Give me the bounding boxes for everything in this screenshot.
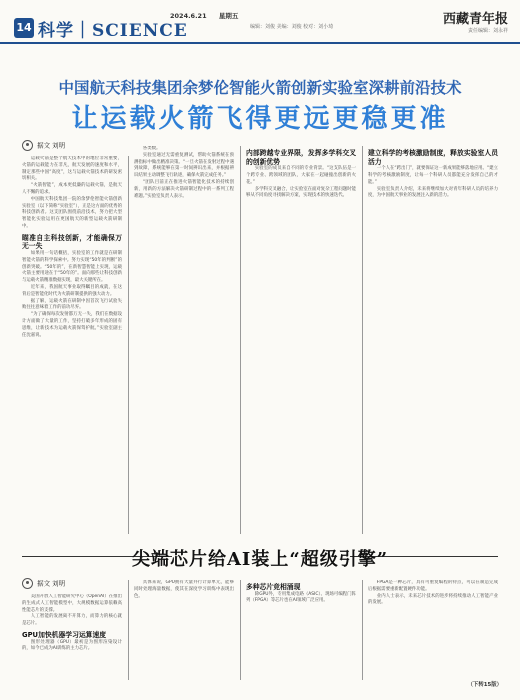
subheading: 多种芯片竞相涌现	[246, 583, 301, 591]
article2-column-4	[368, 580, 498, 678]
paragraph: 据了解，运载火箭在研制中因首次飞行试验失败往往意味着工作的前功尽弃。	[22, 298, 122, 311]
article2-column-2	[134, 580, 234, 678]
paragraph: 运载火箭是整个航天技术中的地位非常重要，火箭的运载能力在非凡，航天发展的速度和水平，制定那些中国“高度”，这与运载火箭技术的研发密切相关。	[22, 156, 122, 182]
article2-headline: 尖端芯片给AI装上“超级引擎”	[131, 549, 389, 570]
editor-credits: 编辑：刘俊 美编：刘俊 校对：刘小琦	[250, 24, 334, 30]
paragraph: 除GPU外，专用集成电路（ASIC）、现场可编程门阵列（FPGA）等芯片也在AI领域广泛应用。	[246, 591, 356, 604]
paragraph: 近年来，我国航天事业取得瞩目的成就，在这背后是智能化时代为火箭研制提供的强大动力。	[22, 284, 122, 297]
paragraph: 各类数。	[142, 146, 161, 151]
continued-note: （下转15版）	[467, 682, 502, 688]
weekday: 星期五	[218, 12, 239, 20]
date: 2024.6.21	[170, 12, 207, 20]
paragraph: 实验室的成员来自不同的专业背景。“这支队伍是一个跨专业、跨领域的团队，大家在一起碰撞出创新的火花。”	[246, 166, 356, 185]
column-rule	[362, 580, 363, 680]
article1-headline: 让运载火箭飞得更远更稳更准	[71, 104, 449, 134]
article2-byline	[22, 578, 65, 590]
paragraph: 美国开放人工智能研究中心（OpenAI）在推出的生成式人工智能模型中，大规模数据运算依赖高性能芯片的支撑。	[22, 594, 122, 613]
column-rule	[240, 146, 241, 534]
paragraph: 实验室通过无需重复测试，帮助火箭系统在预测指标中做出精准决策。“一旦火箭在发射过程中遇到故障，系统能够在第一时间辨识出来，并根据辨识结果主动调整飞行轨迹，确保火箭完成任务。”	[134, 152, 234, 179]
article1-column-3	[246, 146, 356, 536]
paragraph: “火箭智能”，成本更低廉的运载火箭，是航天人不懈的追求。	[22, 183, 122, 195]
column-rule	[128, 580, 129, 680]
paragraph: 人工智能的发展离不开算力，而算力的核心就是芯片。	[22, 614, 122, 627]
paragraph: 如果用一句话概括，实验室的工作就是在研制智能火箭的科学探索中。努力实现“50年的判断”的创新突破。“50年的”，在新智慧智能上实现，运载火箭主要用途在于“50年的”。面向那些让科技创新与运载火箭精准数据实现，最大关键所在。	[22, 250, 122, 284]
paragraph: 中国航天科技集团一院的余梦伦智能火箭创新实验室（以下简称“实验室”），正是这方面的优秀的科技创新者。这支团队围绕前沿技术，努力把大型智能化实验运用在更国航天的新型运载火箭研制中。	[22, 196, 122, 229]
paragraph: 多学科交叉融合，让实验室在面对复杂工程问题时能够从不同角度寻找解决方案，实现技术的快速迭代。	[246, 186, 356, 199]
issue-date	[170, 11, 248, 20]
paragraph: 图形处理器（GPU）最初是为图形渲染设计的，如今已成为AI训练的主力芯片。	[22, 639, 122, 652]
author-icon	[22, 140, 33, 151]
column-rule	[128, 156, 129, 534]
subheading: 瞄准自主科技创新，才能确保万无一失	[22, 233, 122, 251]
paragraph: 业内人士表示，未来芯片技术的进步将持续推动人工智能产业的发展。	[368, 593, 498, 606]
paragraph: 具体来说，GPU拥有大量并行计算单元，能够同时处理海量数据，使其在深度学习训练中表现出色。	[134, 580, 234, 599]
byline-text: 据文 刘明	[37, 579, 66, 588]
masthead: 西藏青年报	[442, 12, 508, 27]
byline-text: 据文 刘明	[37, 141, 66, 150]
paragraph: “团队目前正在推进火箭智能化技术的持续创新，用新的方法解决火箭研制过程中的一系列工程难题。”实验室负责人表示。	[134, 179, 234, 199]
article1-byline	[22, 140, 65, 152]
page-header	[0, 0, 520, 44]
subheading: GPU加快机器学习运算速度	[22, 630, 107, 639]
article1-column-1	[22, 156, 122, 536]
article1-kicker: 中国航天科技集团余梦伦智能火箭创新实验室深耕前沿技术	[58, 78, 462, 97]
paragraph: 一个人在“跨出门”，就要保证这一新成果能够落地应用。“建立科学的考核激励制度，让每一个科研人员都能充分发挥自己的才能。”	[368, 166, 498, 185]
masthead-sub: 责任编辑：刘永祥	[467, 28, 508, 34]
subheading: 内部跨越专业界限，发挥多学科交叉的创新优势	[246, 149, 356, 166]
paragraph: FPGA是一种芯片，具有可重复编程的特点，可以在制造完成后根据需要重新配置硬件功能。	[368, 580, 498, 592]
paragraph: 实验室负责人介绍，未来将继续加大对青年科研人员的培养力度，为中国航天事业的发展注入新的活力。	[368, 186, 498, 199]
article2-column-1	[22, 594, 122, 678]
article1-column-4	[368, 146, 498, 536]
column-rule	[240, 580, 241, 680]
column-rule	[362, 146, 363, 534]
author-icon	[22, 578, 33, 589]
page-number: 14	[14, 18, 34, 38]
subheading: 建立科学的考核激励制度，释放实验室人员活力	[368, 149, 498, 166]
paragraph: “为了确保每次发射都万无一失，我们在数据设计方面做了大量的工作，坚持打破多年形成的固有思维，让新技术为运载火箭保驾护航。”实验室副主任沈嘉说。	[22, 312, 122, 338]
article2-column-3	[246, 580, 356, 678]
section-label: 科学｜SCIENCE	[38, 21, 188, 41]
article1-column-2	[134, 146, 234, 536]
